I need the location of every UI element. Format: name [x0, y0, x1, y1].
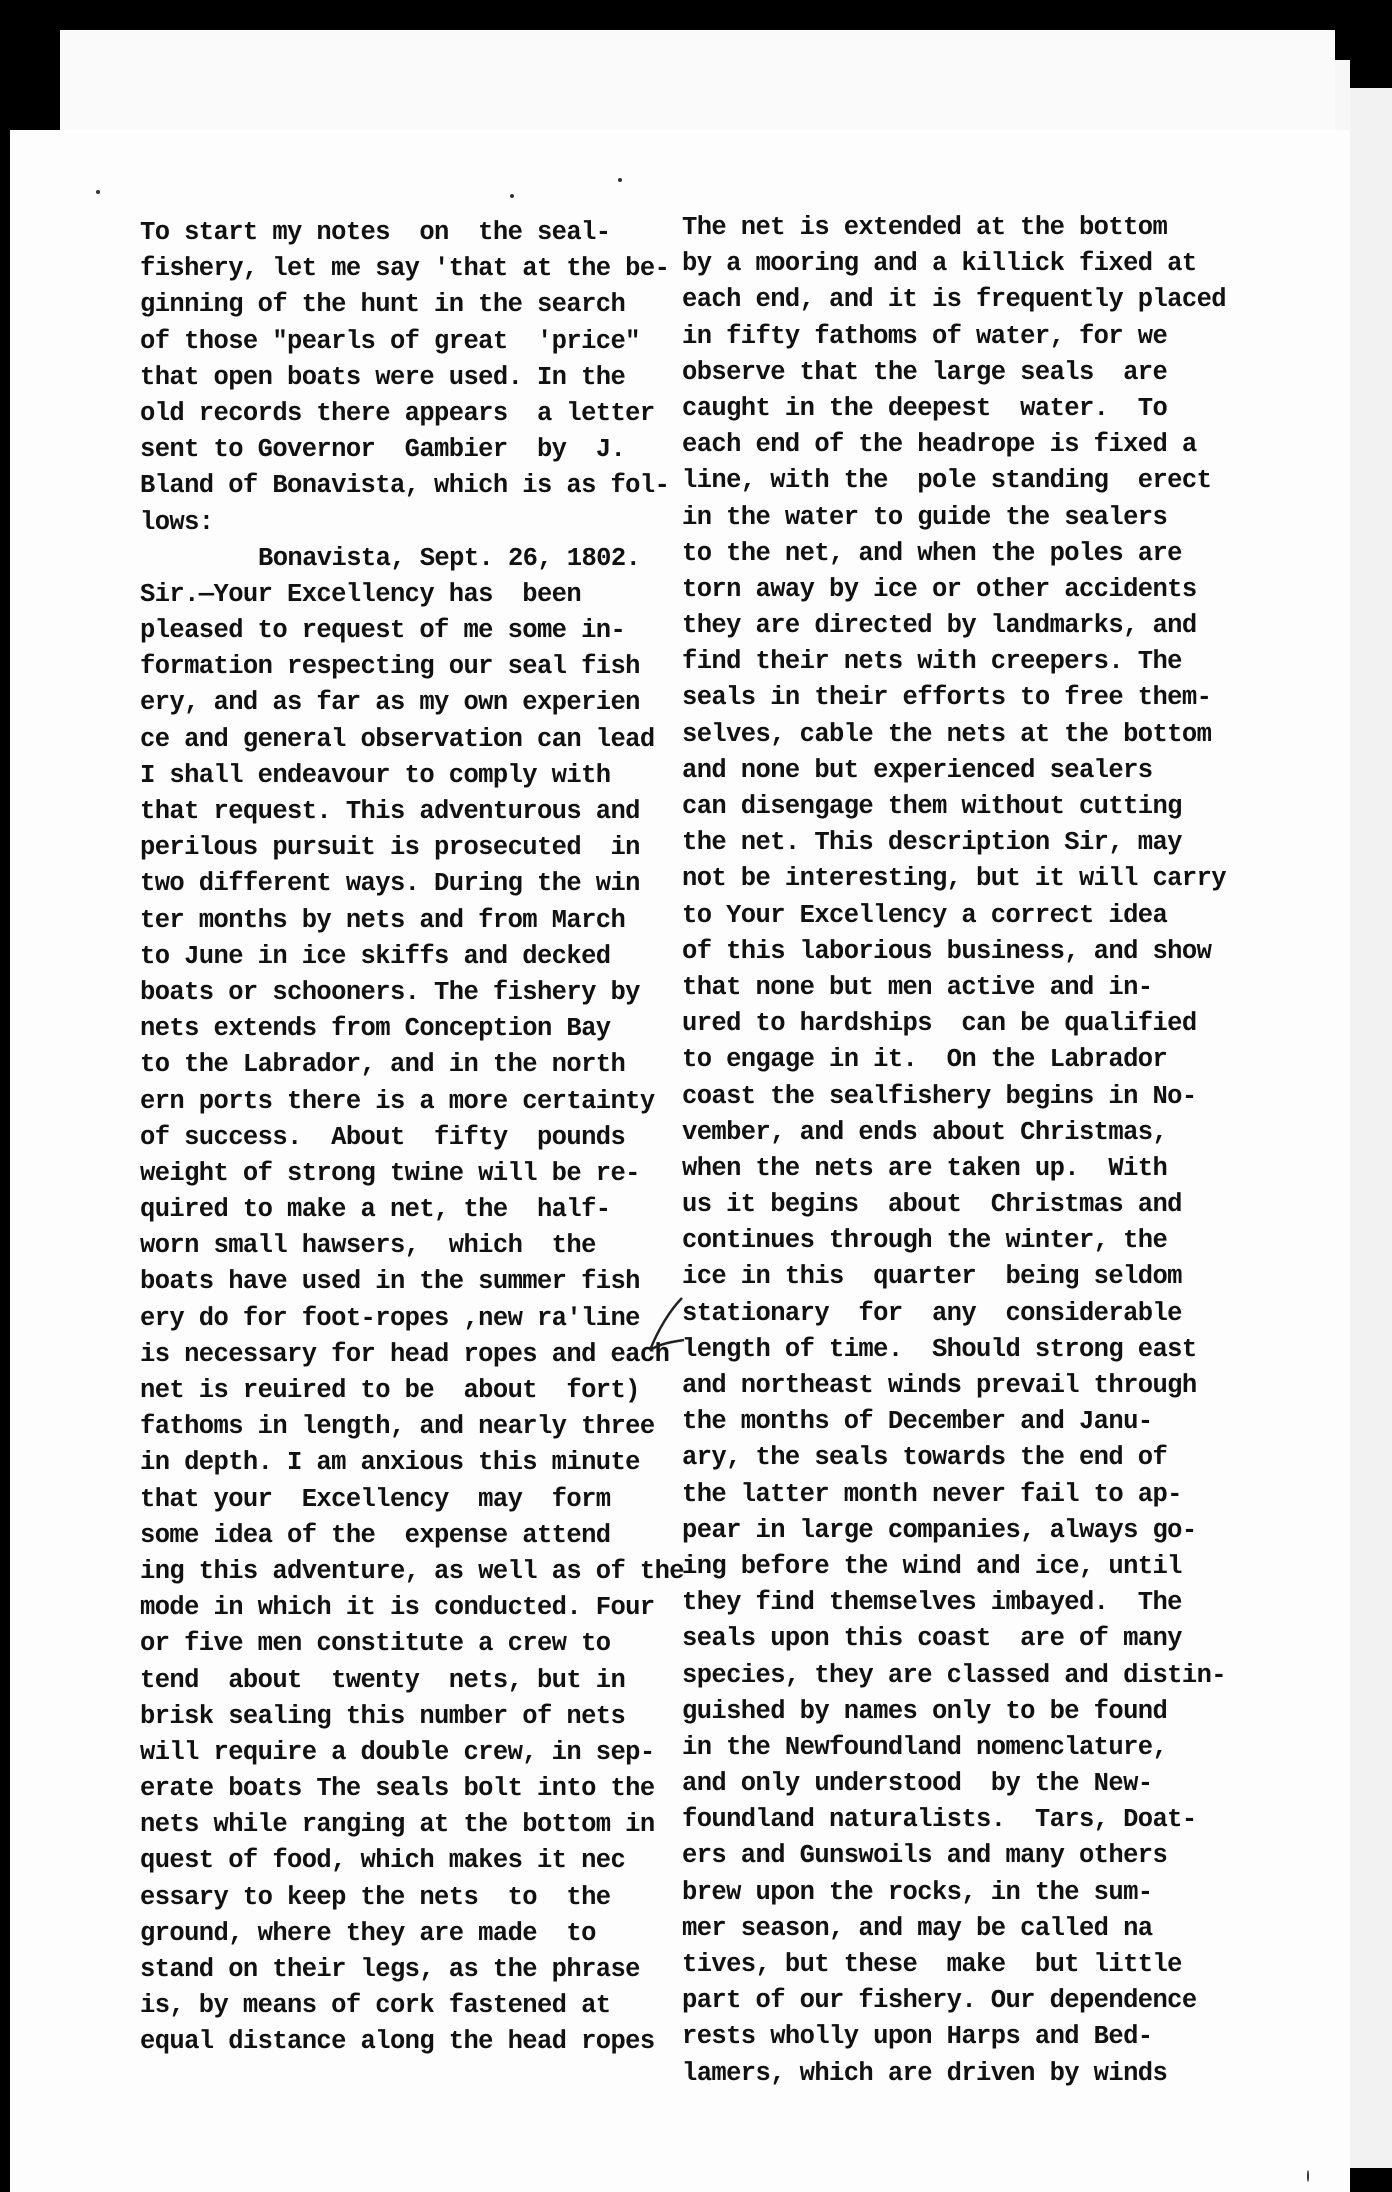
text-line: seals upon this coast are of many — [682, 1624, 1182, 1654]
text-line: by a mooring and a killick fixed at — [682, 249, 1197, 279]
text-line: and only understood by the New- — [682, 1769, 1153, 1799]
text-line: can disengage them without cutting — [682, 792, 1182, 821]
right-text-column — [682, 210, 1226, 2092]
text-line: the months of December and Janu- — [682, 1407, 1153, 1437]
speck — [510, 194, 514, 198]
text-line: to the net, and when the poles are — [682, 538, 1182, 568]
text-line: rests wholly upon Harps and Bed- — [682, 2022, 1153, 2052]
text-line: to engage in it. On the Labrador — [682, 1045, 1168, 1075]
text-line: ery do for foot-ropes ,new ra'line — [140, 1303, 640, 1333]
text-line: line, with the pole standing erect — [682, 466, 1212, 496]
text-line: nets extends from Conception Bay — [140, 1014, 611, 1044]
text-line: vember, and ends about Christmas, — [682, 1117, 1168, 1147]
text-line: is necessary for head ropes and each — [140, 1339, 670, 1369]
text-line: Sir.—Your Excellency has been — [140, 579, 582, 609]
text-line: selves, cable the nets at the bottom — [682, 719, 1212, 749]
text-line: continues through the winter, the — [682, 1226, 1168, 1256]
text-line: coast the sealfishery begins in No- — [682, 1081, 1197, 1111]
speck — [1307, 2170, 1309, 2182]
text-line: pear in large companies, always go- — [682, 1515, 1197, 1545]
text-line: lows: — [140, 507, 214, 537]
text-line: boats have used in the summer fish — [140, 1267, 640, 1297]
text-line: fathoms in length, and nearly three — [140, 1412, 655, 1442]
text-line: ground, where they are made to — [140, 1918, 596, 1948]
text-line: caught in the deepest water. To — [682, 393, 1168, 423]
text-line: The net is extended at the bottom — [682, 213, 1168, 242]
text-line: that your Excellency may form — [140, 1484, 611, 1514]
speck — [96, 190, 100, 194]
text-line: that open boats were used. In the — [140, 362, 626, 392]
text-line: of those "pearls of great 'price" — [140, 326, 640, 356]
text-line: quired to make a net, the half- — [140, 1195, 611, 1225]
text-line: in the Newfoundland nomenclature, — [682, 1732, 1168, 1762]
text-line: when the nets are taken up. With — [682, 1153, 1168, 1183]
text-line: stand on their legs, as the phrase — [140, 1955, 640, 1984]
text-line: ing this adventure, as well as of the — [140, 1556, 684, 1586]
text-line: ter months by nets and from March — [140, 905, 626, 935]
text-line: tives, but these make but little — [682, 1950, 1182, 1979]
text-line: ice in this quarter being seldom — [682, 1262, 1182, 1292]
text-line: mode in which it is conducted. Four — [140, 1593, 655, 1623]
text-line: they are directed by landmarks, and — [682, 611, 1197, 641]
text-line: ce and general observation can lead — [140, 724, 655, 754]
text-line: Bland of Bonavista, which is as fol- — [140, 471, 670, 501]
text-line: brisk sealing this number of nets — [140, 1701, 626, 1731]
text-line: to June in ice skiffs and decked — [140, 941, 611, 971]
text-line: some idea of the expense attend — [140, 1520, 611, 1550]
left-text-column — [140, 215, 684, 2061]
text-line: ginning of the hunt in the search — [140, 290, 626, 320]
text-line: essary to keep the nets to the — [140, 1882, 611, 1912]
text-line: fishery, let me say 'that at the be- — [140, 254, 670, 284]
text-line: or five men constitute a crew to — [140, 1629, 611, 1659]
text-line: To start my notes on the seal- — [140, 218, 611, 247]
text-line: sent to Governor Gambier by J. — [140, 435, 626, 465]
text-line: us it begins about Christmas and — [682, 1190, 1182, 1220]
text-line: stationary for any considerable — [682, 1298, 1182, 1328]
text-line: mer season, and may be called na — [682, 1913, 1153, 1943]
text-line: guished by names only to be found — [682, 1696, 1168, 1726]
text-line: formation respecting our seal fish — [140, 652, 640, 682]
text-line: erate boats The seals bolt into the — [140, 1774, 655, 1804]
text-line: will require a double crew, in sep- — [140, 1737, 655, 1767]
text-line: each end, and it is frequently placed — [682, 285, 1226, 315]
text-line: to the Labrador, and in the north — [140, 1050, 626, 1080]
text-line: in depth. I am anxious this minute — [140, 1448, 640, 1478]
text-line: tend about twenty nets, but in — [140, 1665, 626, 1695]
text-line: brew upon the rocks, in the sum- — [682, 1877, 1153, 1907]
text-line: weight of strong twine will be re- — [140, 1158, 640, 1188]
text-line: worn small hawsers, which the — [140, 1231, 596, 1261]
text-line: in the water to guide the sealers — [682, 502, 1168, 532]
text-line: that request. This adventurous and — [140, 797, 640, 826]
text-line: and none but experienced sealers — [682, 755, 1153, 785]
text-line: lamers, which are driven by winds — [682, 2058, 1168, 2088]
text-line: of this laborious business, and show — [682, 936, 1212, 966]
text-line: ing before the wind and ice, until — [682, 1551, 1182, 1581]
text-line: torn away by ice or other accidents — [682, 574, 1197, 604]
text-line: quest of food, which makes it nec — [140, 1846, 626, 1876]
text-line: find their nets with creepers. The — [682, 647, 1182, 677]
text-line: species, they are classed and distin- — [682, 1660, 1226, 1690]
text-line: seals in their efforts to free them- — [682, 683, 1212, 713]
text-line: each end of the headrope is fixed a — [682, 430, 1197, 460]
handwritten-mark — [640, 1290, 700, 1370]
text-line: not be interesting, but it will carry — [682, 864, 1226, 894]
text-line: ary, the seals towards the end of — [682, 1443, 1168, 1473]
text-line: length of time. Should strong east — [682, 1334, 1197, 1364]
text-line: perilous pursuit is prosecuted in — [140, 833, 640, 863]
text-line: is, by means of cork fastened at — [140, 1991, 611, 2021]
text-line: to Your Excellency a correct idea — [682, 900, 1168, 930]
text-line: the net. This description Sir, may — [682, 828, 1182, 858]
text-line: and northeast winds prevail through — [682, 1371, 1197, 1400]
text-line: that none but men active and in- — [682, 972, 1153, 1002]
text-line: two different ways. During the win — [140, 869, 640, 899]
text-line: ery, and as far as my own experien — [140, 688, 640, 718]
text-line: foundland naturalists. Tars, Doat- — [682, 1805, 1197, 1835]
text-line: nets while ranging at the bottom in — [140, 1810, 655, 1840]
text-line: they find themselves imbayed. The — [682, 1588, 1182, 1618]
text-line: of success. About fifty pounds — [140, 1122, 626, 1152]
text-line: net is reuired to be about fort) — [140, 1376, 640, 1405]
text-line: Bonavista, Sept. 26, 1802. — [258, 543, 641, 573]
text-line: I shall endeavour to comply with — [140, 760, 611, 790]
text-line: ern ports there is a more certainty — [140, 1086, 655, 1116]
text-line: ers and Gunswoils and many others — [682, 1841, 1168, 1871]
text-line: in fifty fathoms of water, for we — [682, 321, 1168, 351]
text-line: ured to hardships can be qualified — [682, 1009, 1197, 1039]
text-line: old records there appears a letter — [140, 398, 655, 428]
text-line: pleased to request of me some in- — [140, 616, 626, 646]
text-line: the latter month never fail to ap- — [682, 1479, 1182, 1509]
text-line: observe that the large seals are — [682, 357, 1168, 387]
text-line: boats or schooners. The fishery by — [140, 977, 640, 1007]
text-line: part of our fishery. Our dependence — [682, 1986, 1197, 2016]
speck — [618, 178, 622, 182]
text-line: equal distance along the head ropes — [140, 2027, 655, 2057]
